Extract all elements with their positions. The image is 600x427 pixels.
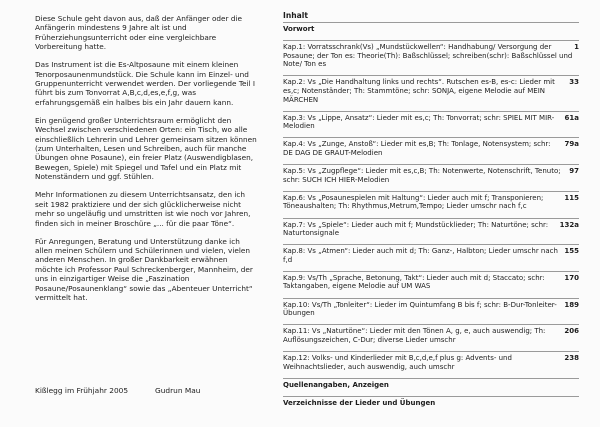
toc-page: 170 xyxy=(564,273,579,282)
toc-text: Kap.3: Vs „Lippe, Ansatz“: Lieder mit es,c; Th: Tonvorrat; schr: SPIEL MIT MIR-Melodien xyxy=(283,113,555,131)
signature-line xyxy=(35,386,257,396)
toc-entry xyxy=(283,244,579,264)
toc-page: 61a xyxy=(564,113,579,122)
toc-entry xyxy=(283,164,579,184)
toc-entry xyxy=(283,40,579,69)
toc-entry xyxy=(283,218,579,238)
toc-text: Kap.11: Vs „Naturtöne“: Lieder mit den Tönen A, g, e, auch auswendig; Th: Auflösungszeichen, C-Dur; diverse Lieder umschr xyxy=(283,327,546,344)
toc-page: 79a xyxy=(564,140,579,149)
toc-text: Kap.7: Vs „Spiele“: Lieder auch mit f; Mundstücklieder; Th: Naturtöne; schr: Naturtonsignale xyxy=(283,220,549,238)
toc-entry xyxy=(283,191,579,211)
toc-page: 206 xyxy=(564,327,579,336)
signature-place: Kißlegg im Frühjahr 2005 xyxy=(35,386,129,395)
intro-paragraph-2: Das Instrument ist die Es-Altposaune mit einem kleinen Tenorposaunenmundstück. Die Schule kann im Einzel- und Gruppenunterricht verwendet werden. Der vorliegende Teil I führt bis zum Tonvorrat A,B,c,d,es,e,f,g, was erfahrungsgemäß ein halbes bis ein Jahr dauern kann. xyxy=(35,60,256,107)
toc-vorwort: Vorwort xyxy=(283,22,579,34)
toc-page: 155 xyxy=(564,247,579,256)
toc-page: 132a xyxy=(559,220,579,229)
intro-paragraph-5: Für Anregungen, Beratung und Unterstützung danke ich allen meinen Schülern und Schülerinnen und vielen, vielen anderen Menschen. In großer Dankbarkeit erwähnen möchte ich Professor Paul Schreckenberger, Mannheim, der uns in einzigartiger Weise die „Faszination Posaune/Posaunenklang“ sowie das „Abenteuer Unterricht“ vermittelt hat. xyxy=(35,236,253,302)
toc-entry xyxy=(283,75,579,104)
toc-text: Kap.6: Vs „Posaunespielen mit Haltung“: Lieder auch mit f; Transponieren; Töneaushalten; Th: Rhythmus,Metrum,Tempo; Lieder umschr nach f,c xyxy=(283,193,544,211)
toc-page: 97 xyxy=(569,167,579,176)
toc-text: Kap.2: Vs „Die Handhaltung links und rechts“. Rutschen es-B, es-c: Lieder mit es,c; Notenständer; Th: Stammtöne; schr: SONJA, eigene Melodie auf MEIN MÄRCHEN xyxy=(283,78,555,104)
toc-page: 1 xyxy=(574,43,579,52)
toc-page: 115 xyxy=(564,193,579,202)
toc-verzeichnis: Verzeichnisse der Lieder und Übungen xyxy=(283,396,579,408)
toc-text: Kap.10: Vs/Th „Tonleiter“: Lieder im Quintumfang B bis f; schr: B-Dur-Tonleiter-Übungen xyxy=(283,300,557,318)
toc-entry xyxy=(283,298,579,318)
toc-text: Kap.9: Vs/Th „Sprache, Betonung, Takt“: Lieder auch mit d; Staccato; schr: Taktangaben, eigene Melodie auf UM WAS xyxy=(283,273,545,291)
toc-entry xyxy=(283,324,579,344)
toc-entry xyxy=(283,271,579,291)
toc-entry xyxy=(283,351,579,371)
intro-text xyxy=(35,14,257,311)
toc-title: Inhalt xyxy=(283,11,308,20)
intro-paragraph-3: Ein genügend großer Unterrichtsraum ermöglicht den Wechsel zwischen verschiedenen Orten: ein Tisch, wo alle einschließlich Lehrerin und Lehrer gemeinsam sitzen können (zum Unterhalten, Lesen und Schreiben, auch für manche Übungen ohne Posaune), ein freier Platz (Auswendigblasen, Bewegen, Spiele) mit Spiegel und Tafel und ein Platz mit Notenständern und ggf. Stühlen. xyxy=(35,115,257,182)
intro-paragraph-4: Mehr Informationen zu diesem Unterrichtsansatz, den ich seit 1982 praktiziere und der sich glücklicherweise nicht mehr so ungeläufig und umstritten ist wie noch vor Jahren, finden sich in meiner Broschüre „... für die paar Töne“. xyxy=(35,190,251,228)
toc-page: 189 xyxy=(564,300,579,309)
toc-text: Kap.1: Vorratsschrank(Vs) „Mundstückwellen“: Handhabung/ Versorgung der Posaune; der Ton es: Theorie(Th): Baßschlüssel; schreiben(schr): Baßschlüssel und Note/ Ton es xyxy=(283,43,573,69)
toc-entry xyxy=(283,111,579,131)
intro-paragraph-1: Diese Schule geht davon aus, daß der Anfänger oder die Anfängerin mindestens 9 Jahre alt ist und Früherziehungsunterricht oder eine vergleichbare Vorbereitung hatte. xyxy=(35,14,243,52)
toc-text: Kap.12: Volks- und Kinderlieder mit B,c,d,e,f plus g: Advents- und Weihnachtslieder, auch auswendig, auch umschr xyxy=(283,353,512,371)
toc-quellen: Quellenangaben, Anzeigen xyxy=(283,378,579,390)
toc-text: Kap.5: Vs „Zugpflege“: Lieder mit es,c,B; Th: Notenwerte, Notenschrift, Tenuto; schr: SUCH ICH HIER-Melodien xyxy=(283,167,561,184)
signature-name: Gudrun Mau xyxy=(155,386,201,395)
toc-text: Kap.8: Vs „Atmen“: Lieder auch mit d; Th: Ganz-, Halbton; Lieder umschr nach f,d xyxy=(283,247,558,264)
toc-page: 33 xyxy=(569,78,579,87)
toc-page: 238 xyxy=(564,353,579,362)
toc-text: Kap.4: Vs „Zunge, Anstoß“: Lieder mit es,B; Th: Tonlage, Notensystem; schr: DE DAG DE GRAUT-Melodien xyxy=(283,140,551,158)
table-of-contents xyxy=(283,12,579,415)
toc-entry xyxy=(283,137,579,157)
